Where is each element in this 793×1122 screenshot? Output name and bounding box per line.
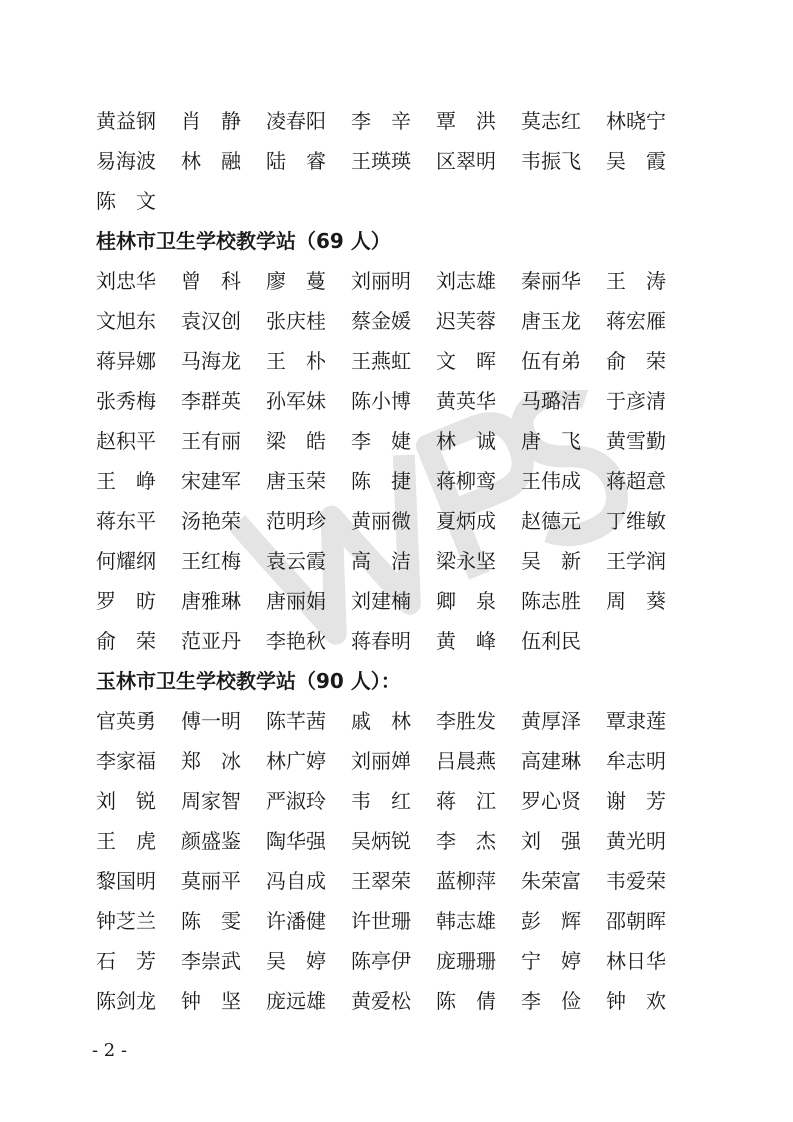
person-name: 伍有弟 [521, 349, 581, 373]
person-name: 王燕虹 [351, 349, 411, 373]
person-name: 李艳秋 [266, 629, 326, 653]
person-name: 袁汉创 [181, 309, 241, 333]
person-name: 马璐洁 [521, 389, 581, 413]
person-name: 覃隶莲 [606, 709, 666, 733]
person-name: 韦振飞 [521, 149, 581, 173]
person-name: 李 辛 [351, 109, 411, 133]
name-row [96, 341, 696, 381]
person-name: 廖 蔓 [266, 269, 326, 293]
person-name: 邵朝晖 [606, 909, 666, 933]
person-name: 秦丽华 [521, 269, 581, 293]
name-row [96, 541, 696, 581]
person-name: 唐玉龙 [521, 309, 581, 333]
person-name: 黄英华 [436, 389, 496, 413]
person-name: 钟 坚 [181, 989, 241, 1013]
person-name: 黄厚泽 [521, 709, 581, 733]
person-name: 王 朴 [266, 349, 326, 373]
person-name: 黄雪勤 [606, 429, 666, 453]
person-name: 王红梅 [181, 549, 241, 573]
person-name: 林晓宁 [606, 109, 666, 133]
person-name: 朱荣富 [521, 869, 581, 893]
person-name: 黄丽微 [351, 509, 411, 533]
person-name: 范明珍 [266, 509, 326, 533]
person-name: 周家智 [181, 789, 241, 813]
person-name: 郑 冰 [181, 749, 241, 773]
person-name: 卿 泉 [436, 589, 496, 613]
person-name: 钟 欢 [606, 989, 666, 1013]
person-name: 袁云霞 [266, 549, 326, 573]
person-name: 王 涛 [606, 269, 666, 293]
person-name: 莫志红 [521, 109, 581, 133]
person-name: 吴 婷 [266, 949, 326, 973]
person-name: 陈 倩 [436, 989, 496, 1013]
person-name: 韩志雄 [436, 909, 496, 933]
person-name: 庞远雄 [266, 989, 326, 1013]
person-name: 夏炳成 [436, 509, 496, 533]
person-name: 许潘健 [266, 909, 326, 933]
person-name: 黄爱松 [351, 989, 411, 1013]
person-name: 蔡金媛 [351, 309, 411, 333]
name-list [96, 101, 696, 1021]
person-name: 吴 新 [521, 549, 581, 573]
person-name: 陈 捷 [351, 469, 411, 493]
person-name: 文旭东 [96, 309, 156, 333]
person-name: 王有丽 [181, 429, 241, 453]
person-name: 韦 红 [351, 789, 411, 813]
person-name: 刘丽明 [351, 269, 411, 293]
name-row [96, 461, 696, 501]
name-row [96, 821, 696, 861]
person-name: 何耀纲 [96, 549, 156, 573]
person-name: 蒋宏雁 [606, 309, 666, 333]
person-name: 王伟成 [521, 469, 581, 493]
person-name: 李胜发 [436, 709, 496, 733]
person-name: 宁 婷 [521, 949, 581, 973]
person-name: 于彦清 [606, 389, 666, 413]
person-name: 梁永坚 [436, 549, 496, 573]
name-row [96, 701, 696, 741]
name-row [96, 621, 696, 661]
person-name: 林日华 [606, 949, 666, 973]
person-name: 曾 科 [181, 269, 241, 293]
name-row [96, 581, 696, 621]
person-name: 刘建楠 [351, 589, 411, 613]
person-name: 赵积平 [96, 429, 156, 453]
name-row [96, 101, 696, 141]
person-name: 刘 强 [521, 829, 581, 853]
person-name: 陈 雯 [181, 909, 241, 933]
name-row [96, 181, 696, 221]
person-name: 陆 睿 [266, 149, 326, 173]
person-name: 凌春阳 [266, 109, 326, 133]
person-name: 吕晨燕 [436, 749, 496, 773]
person-name: 迟芙蓉 [436, 309, 496, 333]
person-name: 张庆桂 [266, 309, 326, 333]
name-row [96, 501, 696, 541]
person-name: 庞珊珊 [436, 949, 496, 973]
person-name: 李 俭 [521, 989, 581, 1013]
person-name: 吴 霞 [606, 149, 666, 173]
person-name: 戚 林 [351, 709, 411, 733]
person-name: 蒋超意 [606, 469, 666, 493]
person-name: 唐丽娟 [266, 589, 326, 613]
person-name: 黄光明 [606, 829, 666, 853]
person-name: 覃 洪 [436, 109, 496, 133]
person-name: 罗心贤 [521, 789, 581, 813]
person-name: 蒋柳鸾 [436, 469, 496, 493]
person-name: 官英勇 [96, 709, 156, 733]
person-name: 唐雅琳 [181, 589, 241, 613]
name-row [96, 141, 696, 181]
person-name: 汤艳荣 [181, 509, 241, 533]
person-name: 李 婕 [351, 429, 411, 453]
person-name: 高 洁 [351, 549, 411, 573]
person-name: 石 芳 [96, 949, 156, 973]
person-name: 黎国明 [96, 869, 156, 893]
person-name: 李群英 [181, 389, 241, 413]
person-name: 陈志胜 [521, 589, 581, 613]
person-name: 陈小博 [351, 389, 411, 413]
section-heading: 桂林市卫生学校教学站（69 人） [96, 229, 391, 253]
person-name: 刘志雄 [436, 269, 496, 293]
person-name: 王翠荣 [351, 869, 411, 893]
person-name: 王瑛瑛 [351, 149, 411, 173]
name-row [96, 941, 696, 981]
person-name: 高建琳 [521, 749, 581, 773]
name-row [96, 301, 696, 341]
person-name: 伍利民 [521, 629, 581, 653]
person-name: 唐玉荣 [266, 469, 326, 493]
person-name: 易海波 [96, 149, 156, 173]
person-name: 蒋春明 [351, 629, 411, 653]
person-name: 王 峥 [96, 469, 156, 493]
person-name: 莫丽平 [181, 869, 241, 893]
person-name: 刘丽婵 [351, 749, 411, 773]
name-row [96, 781, 696, 821]
person-name: 林 诚 [436, 429, 496, 453]
person-name: 傅一明 [181, 709, 241, 733]
person-name: 唐 飞 [521, 429, 581, 453]
person-name: 林 融 [181, 149, 241, 173]
person-name: 陈剑龙 [96, 989, 156, 1013]
person-name: 许世珊 [351, 909, 411, 933]
name-row [96, 981, 696, 1021]
person-name: 文 晖 [436, 349, 496, 373]
person-name: 林广婷 [266, 749, 326, 773]
person-name: 俞 荣 [606, 349, 666, 373]
person-name: 梁 皓 [266, 429, 326, 453]
name-row [96, 261, 696, 301]
person-name: 孙军妹 [266, 389, 326, 413]
person-name: 刘 锐 [96, 789, 156, 813]
person-name: 丁维敏 [606, 509, 666, 533]
person-name: 王学润 [606, 549, 666, 573]
person-name: 蓝柳萍 [436, 869, 496, 893]
person-name: 刘忠华 [96, 269, 156, 293]
person-name: 李家福 [96, 749, 156, 773]
person-name: 马海龙 [181, 349, 241, 373]
person-name: 王 虎 [96, 829, 156, 853]
person-name: 吴炳锐 [351, 829, 411, 853]
person-name: 蒋异娜 [96, 349, 156, 373]
section-heading: 玉林市卫生学校教学站（90 人）： [96, 669, 401, 693]
person-name: 冯自成 [266, 869, 326, 893]
person-name: 区翠明 [436, 149, 496, 173]
name-row [96, 421, 696, 461]
person-name: 宋建军 [181, 469, 241, 493]
person-name: 俞 荣 [96, 629, 156, 653]
person-name: 颜盛鉴 [181, 829, 241, 853]
person-name: 谢 芳 [606, 789, 666, 813]
person-name: 黄 峰 [436, 629, 496, 653]
person-name: 陈 文 [96, 189, 156, 213]
person-name: 陈芊茜 [266, 709, 326, 733]
person-name: 黄益钢 [96, 109, 156, 133]
person-name: 钟芝兰 [96, 909, 156, 933]
person-name: 李崇武 [181, 949, 241, 973]
person-name: 范亚丹 [181, 629, 241, 653]
name-row [96, 861, 696, 901]
name-row [96, 901, 696, 941]
person-name: 彭 辉 [521, 909, 581, 933]
person-name: 严淑玲 [266, 789, 326, 813]
person-name: 陶华强 [266, 829, 326, 853]
person-name: 陈亭伊 [351, 949, 411, 973]
person-name: 蒋 江 [436, 789, 496, 813]
name-row [96, 381, 696, 421]
person-name: 李 杰 [436, 829, 496, 853]
name-row [96, 741, 696, 781]
page-number: - 2 - [92, 1040, 128, 1061]
person-name: 蒋东平 [96, 509, 156, 533]
person-name: 罗 昉 [96, 589, 156, 613]
person-name: 牟志明 [606, 749, 666, 773]
person-name: 张秀梅 [96, 389, 156, 413]
person-name: 周 葵 [606, 589, 666, 613]
person-name: 肖 静 [181, 109, 241, 133]
person-name: 赵德元 [521, 509, 581, 533]
person-name: 韦爱荣 [606, 869, 666, 893]
